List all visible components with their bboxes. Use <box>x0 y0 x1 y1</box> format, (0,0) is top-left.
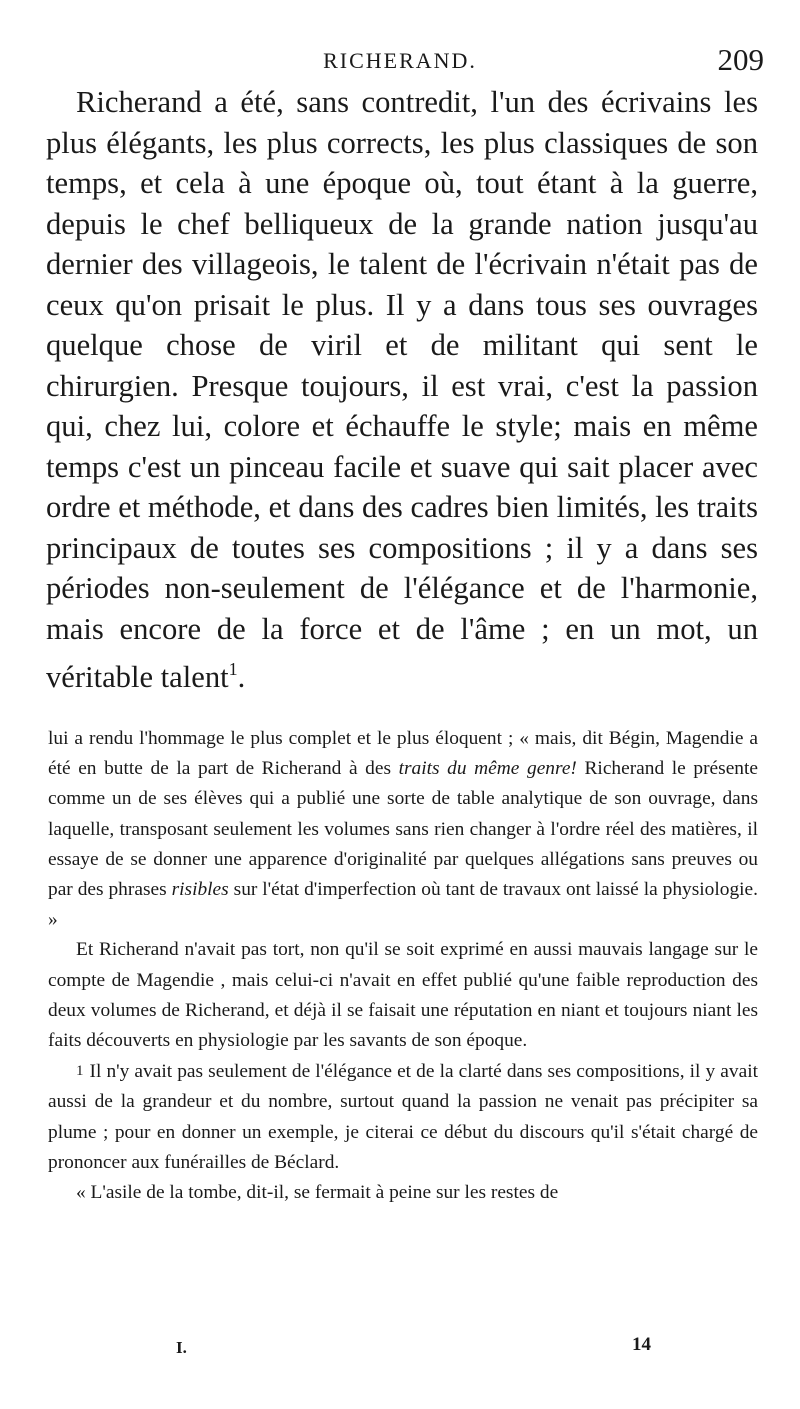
continued-note-part3: sur l'état d'imperfection où tant de travaux ont laissé la physiologie. » <box>48 879 758 931</box>
footnote-reference: 1 <box>228 659 238 679</box>
main-paragraph-body: Richerand a été, sans contredit, l'un des écrivains les plus élégants, les plus corrects, les plus classiques de son temps, et cela à une époque où, tout étant à la guerre, depuis le chef belliqueux de la grande nation jusqu'au dernier des villageois, le talent de l'écrivain n'était pas de ceux qu'on prisait le plus. Il y a dans tous ses ouvrages quelque chose de viril et de militant qui sent le chirurgien. Presque toujours, il est vrai, c'est la passion qui, chez lui, colore et échauffe le style; mais en même temps c'est un pinceau facile et suave qui sait placer avec ordre et méthode, et dans des cadres bien limités, les traits principaux de toutes ses compositions ; il y a dans ses périodes non-seulement de l'élégance et de l'harmonie, mais encore de la force et de l'âme ; en un mot, un véritable talent <box>46 85 758 694</box>
footnote <box>48 1056 758 1178</box>
continued-note <box>48 724 758 935</box>
running-title: RICHERAND. <box>323 48 477 73</box>
main-paragraph-text <box>46 82 758 698</box>
continued-note-italic1: traits du même genre! <box>398 758 577 780</box>
continued-note-part1: lui a rendu l'hommage le plus complet et le plus éloquent ; « mais, dit Bégin, Magendie a été en butte de la part de Richerand à des <box>48 728 758 780</box>
note-paragraph: Et Richerand n'avait pas tort, non qu'il se soit exprimé en aussi mauvais langage sur le compte de Magendie , mais celui-ci n'avait en effet publié qu'une faible reproduction des deux volumes de Richerand, et déjà il se faisait une réputation en niant et toujours niant les faits découverts en physiologie par les savants de son époque. <box>48 939 758 1052</box>
notes-section <box>48 724 758 1208</box>
signature-mark: I. <box>176 1338 187 1357</box>
main-paragraph-end: . <box>237 660 246 694</box>
running-head <box>0 42 800 82</box>
continued-note-part2: Richerand le présente comme un de ses élèves qui a publié une sorte de table analytique de son ouvrage, dans laquelle, transposant seulement les volumes sans rien changer à l'ordre réel des matières, il essaye de se donner une apparence d'originalité par quelques allégations sans preuves ou par des phrases <box>48 758 758 901</box>
sheet-number: 14 <box>632 1334 651 1355</box>
quote-line: « L'asile de la tombe, dit-il, se fermait à peine sur les restes de <box>76 1182 559 1204</box>
footnote-number: 1 <box>76 1063 84 1080</box>
page-number: 209 <box>717 42 764 77</box>
continued-note-italic2: risibles <box>171 879 229 901</box>
footnote-text: Il n'y avait pas seulement de l'élégance et de la clarté dans ses compositions, il y avait aussi de la grandeur et du nombre, surtout quand la passion ne venait pas précipiter sa plume ; pour en donner un exemple, je citerai ce début du discours qu'il s'était chargé de prononcer aux funérailles de Béclard. <box>48 1061 758 1173</box>
main-paragraph <box>46 82 758 698</box>
